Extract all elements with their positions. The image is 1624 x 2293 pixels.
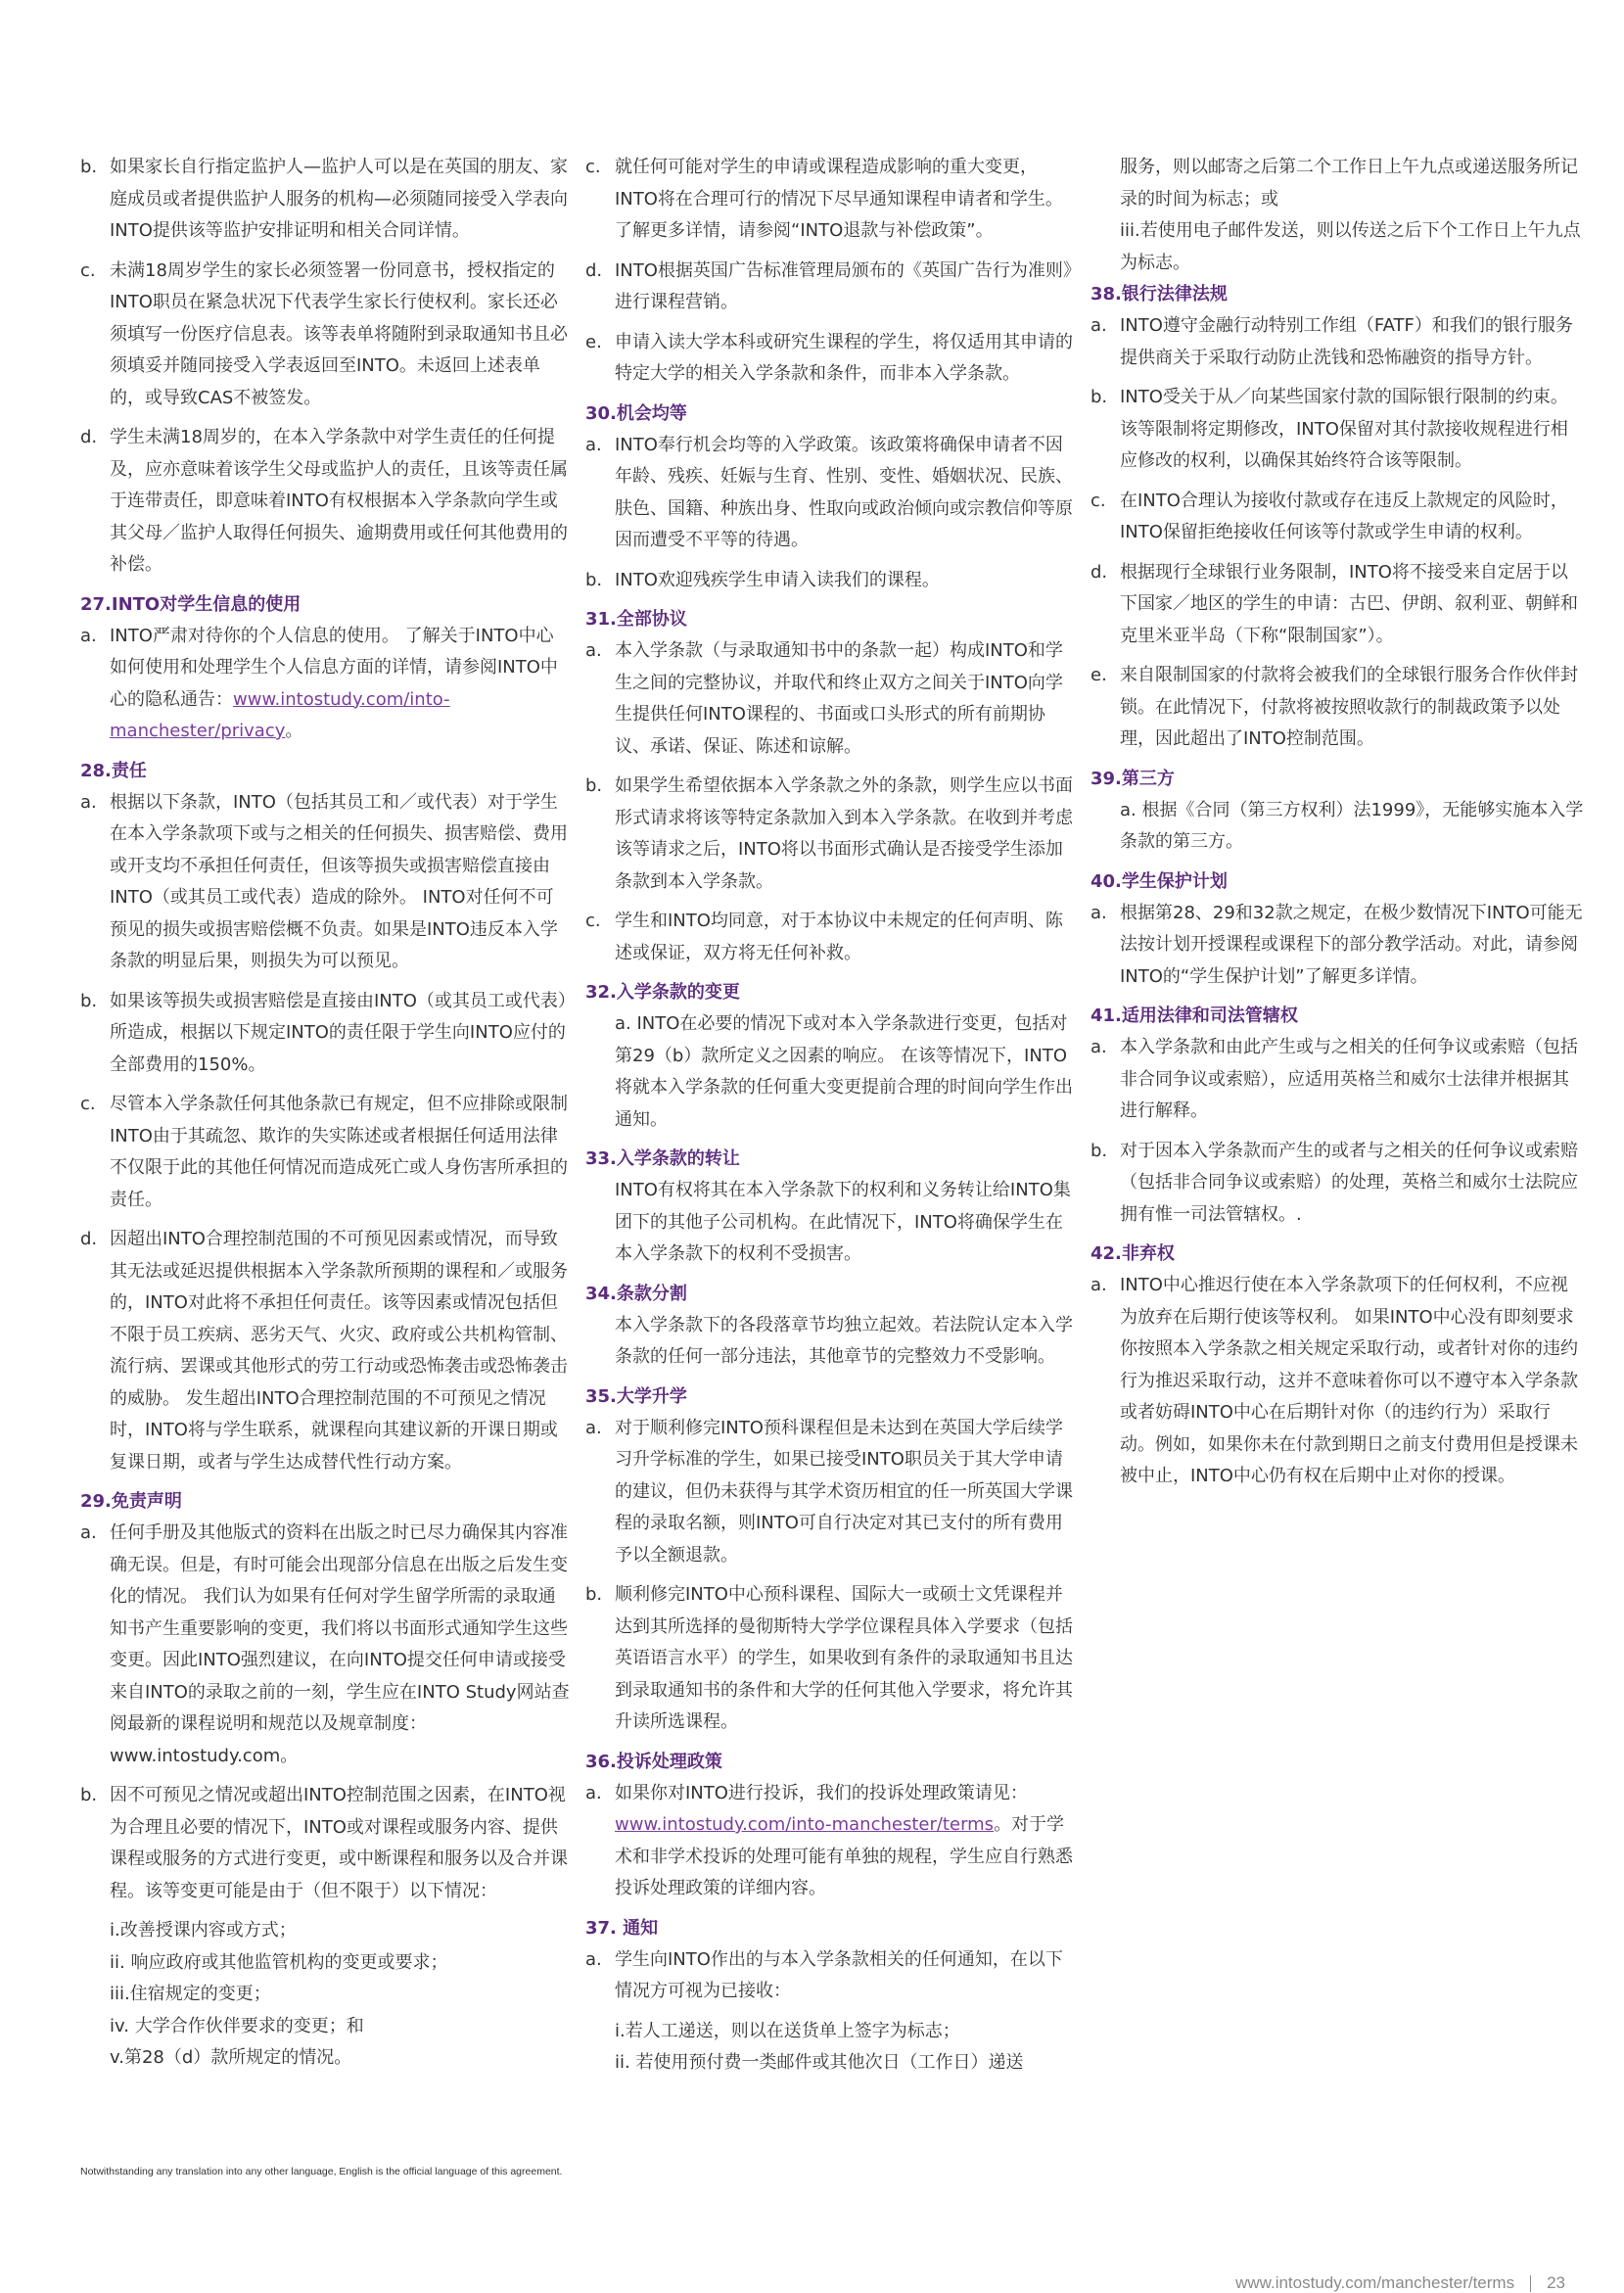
sub-clause-line: iii.若使用电子邮件发送，则以传送之后下个工作日上午九点为标志。 (1120, 220, 1581, 273)
clause-item (585, 1778, 1075, 1905)
clause-item (585, 906, 1075, 969)
clause-body: 就任何可能对学生的申请或课程造成影响的重大变更，INTO将在合理可行的情况下尽早通知课程申请者和学生。了解更多详情，请参阅“INTO退款与补偿政策”。 (615, 157, 1063, 241)
clause-item (585, 1413, 1075, 1572)
clause-text (615, 430, 1075, 557)
clause-item (1090, 1032, 1585, 1128)
clause-letter: a. (585, 1782, 602, 1803)
sub-clause-line: iv. 大学合作伙伴要求的变更；和 (110, 2015, 364, 2036)
clause-body: 如果学生希望依据本入学条款之外的条款，则学生应以书面形式请求将该等特定条款加入到本入学条款。在收到并考虑该等请求之后，INTO将以书面形式确认是否接受学生添加条款到本入学条款。 (615, 775, 1073, 892)
section-heading: 39.第三方 (1090, 768, 1175, 789)
clause-body: 对于顺利修完INTO预科课程但是未达到在英国大学后续学习升学标准的学生，如果已接受INTO职员关于其大学申请的建议，但仍未获得与其学术资历相宜的任一所英国大学课程的录取名额，则INTO可自行决定对其已支付的所有费用予以全额退款。 (615, 1417, 1073, 1566)
clause-letter: b. (1090, 1140, 1108, 1161)
clause-text (110, 422, 570, 582)
clause-text (615, 327, 1075, 391)
clause-item (585, 771, 1075, 898)
clause-body: 根据现行全球银行业务限制，INTO将不接受来自定居于以下国家／地区的学生的申请：古巴、伊朗、叙利亚、朝鲜和克里米亚半岛（下称“限制国家”）。 (1120, 561, 1578, 646)
clause-body: INTO根据英国广告标准管理局颁布的《英国广告行为准则》进行课程营销。 (615, 259, 1072, 312)
clause-letter: e. (1090, 665, 1107, 685)
clause-text (110, 256, 570, 415)
clause-letter: d. (1090, 561, 1108, 583)
clause-body: 学生未满18周岁的，在本入学条款中对学生责任的任何提及，应亦意味着该学生父母或监护人的责任，且该等责任属于连带责任，即意味着INTO有权根据本入学条款向学生或其父母／监护人取得任何损失、逾期费用或任何其他费用的补偿。 (110, 427, 568, 575)
clause-body: 顺利修完INTO中心预科课程、国际大一或硕士文凭课程并达到其所选择的曼彻斯特大学学位课程具体入学要求（包括英语语言水平）的学生，如果收到有条件的录取通知书且达到录取通知书的条件和大学的任何其他入学要求，将允许其升读所选课程。 (615, 1584, 1073, 1732)
clause-item (80, 422, 570, 582)
clause-body: 根据以下条款，INTO（包括其员工和／或代表）对于学生在本入学条款项下或与之相关的任何损失、损害赔偿、费用或开支均不承担任何责任，但该等损失或损害赔偿直接由INTO（或其员工或代表）造成的除外。 INTO对任何不可预见的损失或损害赔偿概不负责。如果是INTO违反本入学条款的明显后果，则损失为可以预见。 (110, 791, 568, 971)
section-heading: 28.责任 (80, 760, 147, 781)
clause-item (80, 787, 570, 978)
clause-letter: e. (585, 331, 602, 352)
clause-body: 如果你对INTO进行投诉，我们的投诉处理政策请见： (615, 1782, 1028, 1803)
clause-body: 如果家长自行指定监护人—监护人可以是在英国的朋友、家庭成员或者提供监护人服务的机构—必须随同接受入学表向INTO提供该等监护安排证明和相关合同详情。 (110, 157, 568, 241)
clause-letter: c. (80, 259, 96, 281)
clause-letter: c. (585, 911, 601, 931)
clause-item (1090, 1136, 1585, 1232)
section-heading: 38.银行法律法规 (1090, 284, 1228, 304)
clause-text (615, 1413, 1075, 1572)
clause-item (1090, 557, 1585, 653)
clause-paragraph: INTO有权将其在本入学条款下的权利和义务转让给INTO集团下的其他子公司机构。在此情况下，INTO将确保学生在本入学条款下的权利不受损害。 (615, 1180, 1071, 1264)
clause-letter: a. (585, 434, 602, 455)
clause-letter: a. (80, 791, 97, 813)
section-heading: 41.适用法律和司法管辖权 (1090, 1006, 1298, 1026)
clause-item (585, 565, 1075, 597)
column-3 (1090, 152, 1585, 1501)
clause-letter: d. (80, 427, 98, 447)
sub-clause-line: i.改善授课内容或方式； (110, 1920, 297, 1941)
clause-letter: a. (1090, 1037, 1107, 1057)
clause-item (585, 430, 1075, 557)
clause-item (1090, 1270, 1585, 1493)
clause-letter: a. (585, 640, 602, 661)
section-heading: 33.入学条款的转让 (585, 1148, 740, 1169)
clause-text (615, 1778, 1075, 1905)
section-heading: 35.大学升学 (585, 1385, 687, 1407)
clause-body: 根据第28、29和32款之规定，在极少数情况下INTO可能无法按计划开授课程或课程下的部分教学活动。对此，请参阅INTO的“学生保护计划”了解更多详情。 (1120, 902, 1583, 987)
clause-item (585, 327, 1075, 391)
section-heading: 32.入学条款的变更 (585, 982, 740, 1003)
column-2 (585, 152, 1075, 2080)
footer-url: www.intostudy.com/manchester/terms (1235, 2273, 1515, 2292)
clause-text (110, 1224, 570, 1478)
clause-body: 如果该等损失或损害赔偿是直接由INTO（或其员工或代表）所造成，根据以下规定INTO的责任限于学生向INTO应付的全部费用的150%。 (110, 990, 567, 1075)
clause-letter: b. (80, 157, 98, 177)
clause-body: 本入学条款和由此产生或与之相关的任何争议或索赔（包括非合同争议或索赔），应适用英格兰和威尔士法律并根据其进行解释。 (1120, 1037, 1578, 1121)
sub-clause-line: v.第28（d）款所规定的情况。 (110, 2047, 352, 2068)
sub-clause-line: ii. 响应政府或其他监管机构的变更或要求； (110, 1951, 448, 1973)
sub-clause-line: i.若人工递送，则以在送货单上签字为标志； (615, 2020, 960, 2041)
clause-item (80, 621, 570, 748)
clause-item (80, 1518, 570, 1772)
clause-body-after: 。 (285, 721, 303, 741)
clause-letter: b. (1090, 387, 1108, 407)
clause-text (615, 635, 1075, 763)
clause-text (1120, 557, 1585, 653)
clause-item (585, 256, 1075, 319)
section-heading: 31.全部协议 (585, 609, 687, 630)
clause-body: 因超出INTO合理控制范围的不可预见因素或情况，而导致其无法或延迟提供根据本入学条款所预期的课程和／或服务的，INTO对此将不承担任何责任。该等因素或情况包括但不限于员工疾病、恶劣天气、火灾、政府或公共机构管制、流行病、罢课或其他形式的劳工行动或恐怖袭击或恐怖袭击的威胁。 发生超出INTO合理控制范围的不可预见之情况时，INTO将与学生联系，就课程向其建议新的开课日期或复课日期，或者与学生达成替代性行动方案。 (110, 1229, 568, 1473)
sub-clause-line: 服务，则以邮寄之后第二个工作日上午九点或递送服务所记录的时间为标志；或 (1120, 157, 1578, 210)
clause-paragraph: a. INTO在必要的情况下或对本入学条款进行变更，包括对第29（b）款所定义之因素的响应。 在该等情况下，INTO将就本入学条款的任何重大变更提前合理的时间向学生作出通知。 (615, 1013, 1073, 1130)
clause-body: 本入学条款（与录取通知书中的条款一起）构成INTO和学生之间的完整协议，并取代和终止双方之间关于INTO向学生提供任何INTO课程的、书面或口头形式的所有前期协议、承诺、保证、陈述和谅解。 (615, 640, 1063, 757)
clause-text (615, 771, 1075, 898)
clause-letter: a. (585, 1948, 602, 1970)
clause-letter: b. (585, 1584, 603, 1605)
clause-text (1120, 310, 1585, 374)
clause-item (1090, 382, 1585, 478)
section-heading: 40.学生保护计划 (1090, 870, 1228, 892)
clause-body: INTO欢迎残疾学生申请入读我们的课程。 (615, 569, 940, 590)
column-1 (80, 152, 570, 2075)
clause-body: 对于因本入学条款而产生的或者与之相关的任何争议或索赔（包括非合同争议或索赔）的处理，英格兰和威尔士法院应拥有惟一司法管辖权。. (1120, 1140, 1578, 1225)
clause-body: 未满18周岁学生的家长必须签署一份同意书，授权指定的INTO职员在紧急状况下代表学生家长行使权利。家长还必须填写一份医疗信息表。该等表单将随附到录取通知书且必须填妥并随同接受入学表返回至INTO。未返回上述表单的，或导致CAS不被签发。 (110, 259, 568, 408)
clause-item (80, 152, 570, 248)
clause-body: INTO严肃对待你的个人信息的使用。 了解关于INTO中心如何使用和处理学生个人信息方面的详情，请参阅INTO中心的隐私通告： (110, 625, 558, 710)
clause-body: 学生和INTO均同意，对于本协议中未规定的任何声明、陈述或保证，双方将无任何补救。 (615, 911, 1063, 963)
clause-letter: c. (80, 1094, 96, 1114)
clause-paragraph: a. 根据《合同（第三方权利）法1999》，无能够实施本入学条款的第三方。 (1120, 799, 1584, 852)
language-footnote: Notwithstanding any translation into any other language, English is the official language of this agreement. (80, 2166, 563, 2177)
clause-letter: a. (80, 1522, 97, 1543)
clause-letter: b. (585, 775, 603, 796)
clause-letter: b. (585, 569, 603, 590)
section-heading: 42.非弃权 (1090, 1243, 1175, 1264)
clause-text (1120, 898, 1585, 994)
clause-body-after: 。对于学术和非学术投诉的处理可能有单独的规程，学生应自行熟悉投诉处理政策的详细内容。 (615, 1814, 1073, 1898)
clause-text (1120, 1270, 1585, 1493)
clause-text (615, 152, 1075, 248)
clause-item (80, 1780, 570, 1907)
clause-letter: a. (80, 625, 97, 646)
clause-text (110, 1780, 570, 1907)
clause-letter: c. (1090, 490, 1106, 511)
clause-link[interactable]: www.intostudy.com/into-manchester/privacy (110, 688, 450, 741)
clause-text (110, 152, 570, 248)
clause-item (80, 1089, 570, 1216)
clause-body: INTO奉行机会均等的入学政策。该政策将确保申请者不因年龄、残疾、妊娠与生育、性别、变性、婚姻状况、民族、肤色、国籍、种族出身、性取向或政治倾向或宗教信仰等原因而遭受不平等的待遇。 (615, 434, 1073, 550)
section-heading: 27.INTO对学生信息的使用 (80, 593, 302, 615)
clause-body: INTO中心推迟行使在本入学条款项下的任何权利，不应视为放弃在后期行使该等权利。 如果INTO中心没有即刻要求你按照本入学条款之相关规定采取行动，或者针对你的违约行为推迟采取行动，这并不意味着你可以不遵守本入学条款或者妨碍INTO中心在后期针对你（的违约行为）采取行动。例如，如果你未在付款到期日之前支付费用但是授课未被中止，INTO中心仍有权在后期中止对你的授课。 (1120, 1275, 1578, 1486)
sub-clause-line: iii.住宿规定的变更； (110, 1984, 271, 2004)
clause-letter: a. (1090, 902, 1107, 923)
clause-body: 在INTO合理认为接收付款或存在违反上款规定的风险时，INTO保留拒绝接收任何该等付款或学生申请的权利。 (1120, 490, 1568, 542)
footer-separator (1530, 2275, 1531, 2292)
clause-body: 因不可预见之情况或超出INTO控制范围之因素，在INTO视为合理且必要的情况下，INTO或对课程或服务内容、提供课程或服务的方式进行变更，或中断课程和服务以及合并课程。该等变更可能是由于（但不限于）以下情况： (110, 1785, 568, 1901)
clause-text (615, 1579, 1075, 1739)
page-footer (1235, 2273, 1565, 2293)
clause-text (615, 256, 1075, 319)
clause-item (585, 635, 1075, 763)
clause-link[interactable]: www.intostudy.com/into-manchester/terms (615, 1814, 995, 1835)
clause-letter: a. (1090, 315, 1107, 336)
clause-paragraph: 本入学条款下的各段落章节均独立起效。若法院认定本入学条款的任何一部分违法，其他章节的完整效力不受影响。 (615, 1314, 1073, 1367)
clause-text (110, 986, 570, 1082)
clause-item (1090, 660, 1585, 756)
section-heading: 37. 通知 (585, 1917, 659, 1939)
clause-body: 来自限制国家的付款将会被我们的全球银行服务合作伙伴封锁。在此情况下，付款将被按照收款行的制裁政策予以处理，因此超出了INTO控制范围。 (1120, 665, 1578, 749)
clause-text (1120, 486, 1585, 549)
section-heading: 30.机会均等 (585, 402, 687, 424)
clause-body: 申请入读大学本科或研究生课程的学生，将仅适用其申请的特定大学的相关入学条款和条件，而非本入学条款。 (615, 331, 1073, 384)
section-heading: 36.投诉处理政策 (585, 1751, 722, 1772)
clause-body: 尽管本入学条款任何其他条款已有规定，但不应排除或限制INTO由于其疏忽、欺诈的失实陈述或者根据任何适用法律不仅限于此的其他任何情况而造成死亡或人身伤害所承担的责任。 (110, 1094, 568, 1210)
clause-body: INTO遵守金融行动特别工作组（FATF）和我们的银行服务提供商关于采取行动防止洗钱和恐怖融资的指导方针。 (1120, 315, 1573, 368)
clause-body: 学生向INTO作出的与本入学条款相关的任何通知，在以下情况方可视为已接收： (615, 1948, 1063, 2001)
clause-item (1090, 898, 1585, 994)
clause-letter: d. (585, 259, 603, 281)
clause-item (1090, 486, 1585, 549)
clause-text (110, 787, 570, 978)
clause-text (110, 1518, 570, 1772)
clause-item (80, 256, 570, 415)
clause-text (1120, 1032, 1585, 1128)
clause-letter: c. (585, 157, 601, 177)
clause-item (585, 152, 1075, 248)
clause-text (615, 906, 1075, 969)
page-number: 23 (1547, 2273, 1565, 2292)
section-heading: 34.条款分割 (585, 1283, 687, 1304)
clause-letter: b. (80, 1785, 98, 1805)
clause-item (585, 1944, 1075, 2008)
clause-item (80, 1224, 570, 1478)
clause-item (80, 986, 570, 1082)
clause-letter: b. (80, 990, 98, 1011)
clause-item (585, 1579, 1075, 1739)
clause-text (1120, 660, 1585, 756)
clause-item (1090, 310, 1585, 374)
clause-letter: a. (585, 1417, 602, 1438)
clause-letter: d. (80, 1229, 98, 1249)
sub-clause-line: ii. 若使用预付费一类邮件或其他次日（工作日）递送 (615, 2052, 1024, 2073)
clause-text (110, 1089, 570, 1216)
clause-text (1120, 382, 1585, 478)
clause-text (615, 565, 1075, 597)
clause-text (615, 1944, 1075, 2008)
clause-text (1120, 1136, 1585, 1232)
clause-body: 任何手册及其他版式的资料在出版之时已尽力确保其内容准确无误。但是，有时可能会出现部分信息在出版之后发生变化的情况。 我们认为如果有任何对学生留学所需的录取通知书产生重要影响的变更，我们将以书面形式通知学生这些变更。因此INTO强烈建议，在向INTO提交任何申请或接受来自INTO的录取之前的一刻，学生应在INTO Study网站查阅最新的课程说明和规范以及规章制度：www.intostudy.com。 (110, 1522, 570, 1766)
clause-text (110, 621, 570, 748)
section-heading: 29.免责声明 (80, 1491, 182, 1512)
clause-body: INTO受关于从／向某些国家付款的国际银行限制的约束。该等限制将定期修改，INTO保留对其付款接收规程进行相应修改的权利，以确保其始终符合该等限制。 (1120, 387, 1568, 471)
clause-letter: a. (1090, 1275, 1107, 1295)
